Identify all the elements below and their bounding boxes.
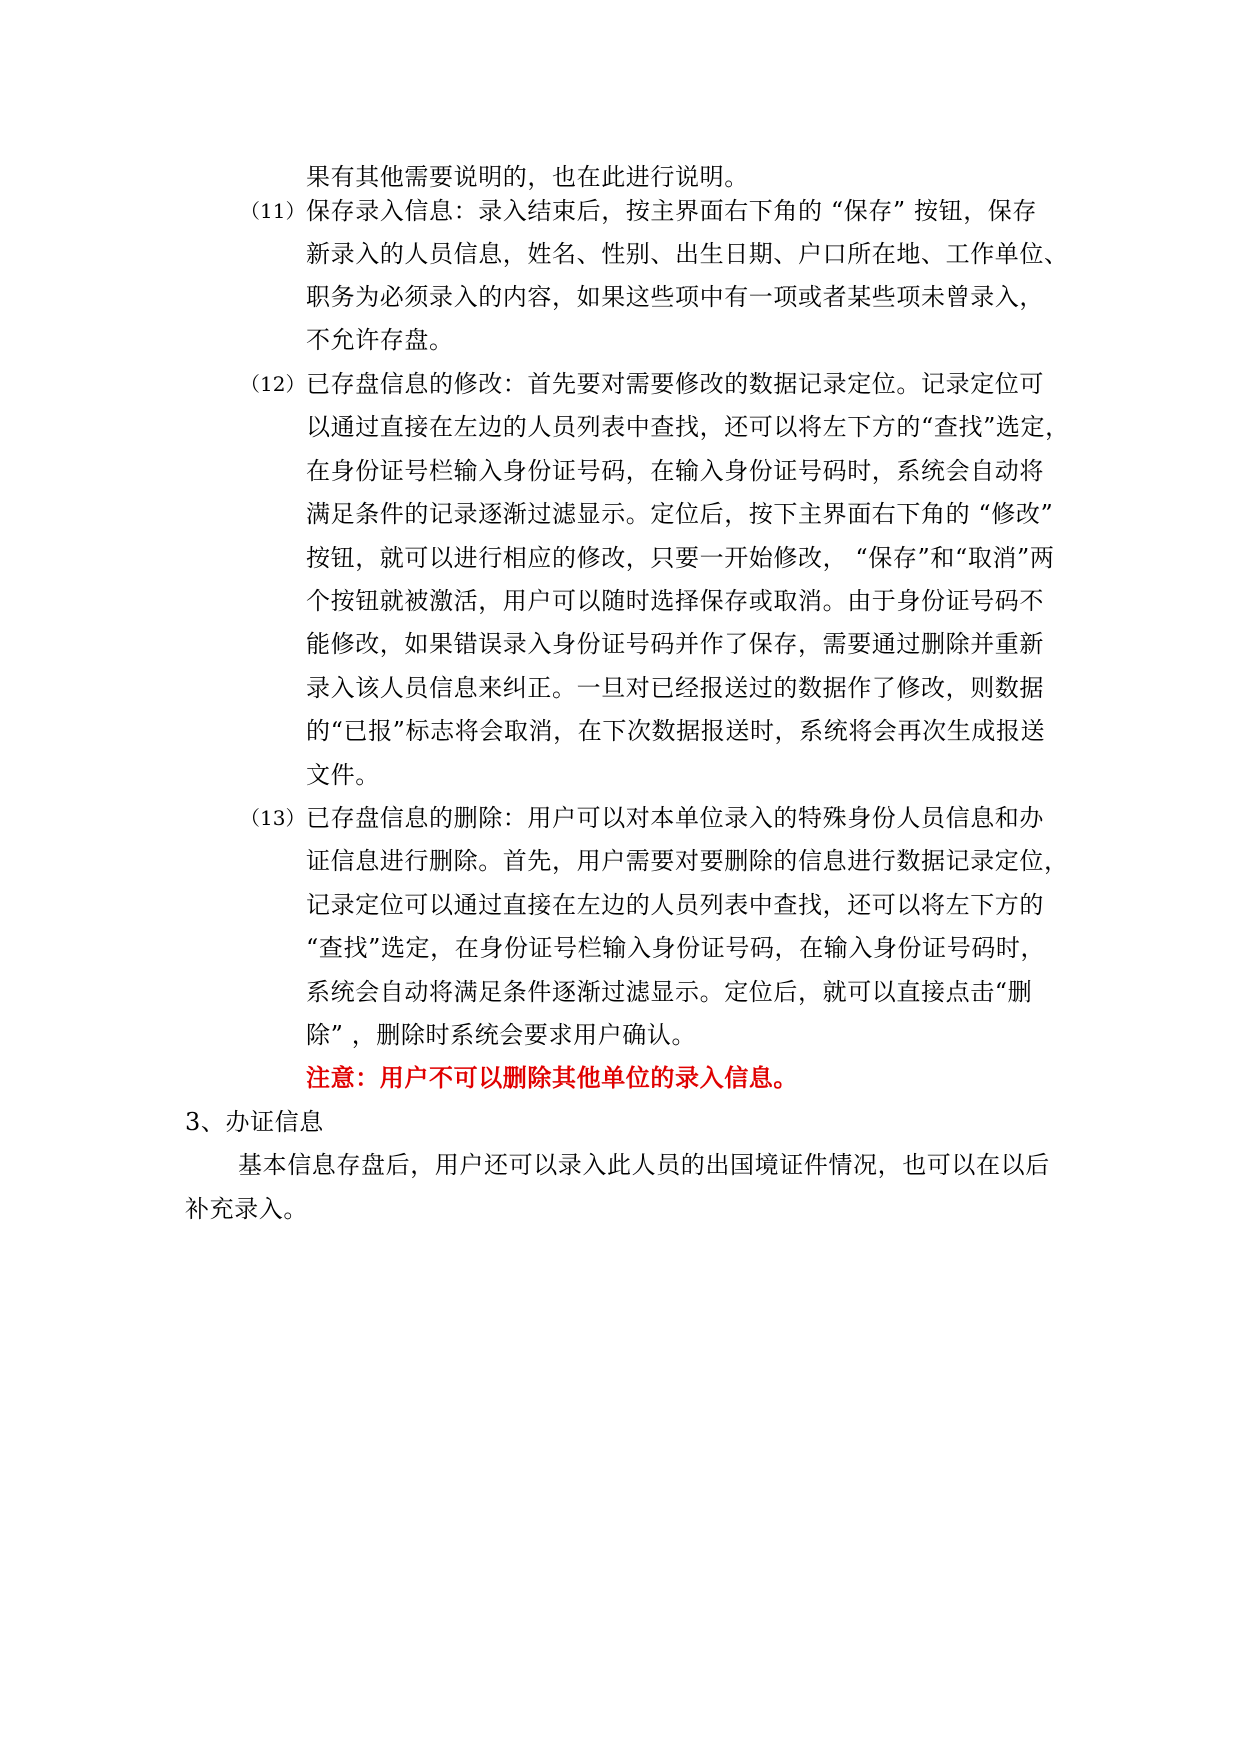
item-13-line: “查找”选定，在身份证号栏输入身份证号码，在输入身份证号码时， bbox=[306, 934, 1046, 962]
item-12-line: 以通过直接在左边的人员列表中查找，还可以将左下方的“查找”选定， bbox=[306, 413, 1070, 441]
item-12-line: 个按钮就被激活，用户可以随时选择保存或取消。由于身份证号码不 bbox=[306, 587, 1044, 615]
item-13-line: 除” ，删除时系统会要求用户确认。 bbox=[306, 1021, 697, 1049]
item-12-line: 在身份证号栏输入身份证号码，在输入身份证号码时，系统会自动将 bbox=[306, 457, 1044, 485]
item-12-line: 已存盘信息的修改：首先要对需要修改的数据记录定位。记录定位可 bbox=[306, 370, 1044, 398]
item-13-line: 记录定位可以通过直接在左边的人员列表中查找，还可以将左下方的 bbox=[306, 891, 1044, 919]
paragraph-line: 补充录入。 bbox=[185, 1195, 308, 1223]
item-12-line: 的“已报”标志将会取消，在下次数据报送时，系统将会再次生成报送 bbox=[306, 717, 1046, 745]
section-heading: 3、办证信息 bbox=[185, 1108, 324, 1136]
item-13-line: 系统会自动将满足条件逐渐过滤显示。定位后，就可以直接点击“删 bbox=[306, 978, 1033, 1006]
item-12-line: 满足条件的记录逐渐过滤显示。定位后，按下主界面右下角的 “修改” bbox=[306, 500, 1054, 528]
item-12-line: 文件。 bbox=[306, 761, 380, 789]
item-11-line: 不允许存盘。 bbox=[306, 326, 454, 354]
item-11-line: 职务为必须录入的内容，如果这些项中有一项或者某些项未曾录入， bbox=[306, 283, 1044, 311]
item-number-12: （12） bbox=[240, 372, 306, 396]
warning-note: 注意：用户不可以删除其他单位的录入信息。 bbox=[306, 1063, 798, 1092]
item-12-line: 按钮，就可以进行相应的修改，只要一开始修改， “保存”和“取消”两 bbox=[306, 544, 1055, 572]
item-13-line: 已存盘信息的删除：用户可以对本单位录入的特殊身份人员信息和办 bbox=[306, 804, 1044, 832]
continuation-line: 果有其他需要说明的，也在此进行说明。 bbox=[306, 163, 749, 191]
item-13-line: 证信息进行删除。首先，用户需要对要删除的信息进行数据记录定位， bbox=[306, 847, 1069, 875]
item-11-line: 保存录入信息：录入结束后，按主界面右下角的 “保存” 按钮，保存 bbox=[306, 197, 1037, 225]
item-12-line: 录入该人员信息来纠正。一旦对已经报送过的数据作了修改，则数据 bbox=[306, 674, 1044, 702]
item-11-line: 新录入的人员信息，姓名、性别、出生日期、户口所在地、工作单位、 bbox=[306, 240, 1069, 268]
item-number-13: （13） bbox=[240, 806, 306, 830]
item-number-11: （11） bbox=[240, 199, 306, 223]
paragraph-line: 基本信息存盘后，用户还可以录入此人员的出国境证件情况，也可以在以后 bbox=[238, 1151, 1050, 1179]
item-12-line: 能修改，如果错误录入身份证号码并作了保存，需要通过删除并重新 bbox=[306, 630, 1044, 658]
